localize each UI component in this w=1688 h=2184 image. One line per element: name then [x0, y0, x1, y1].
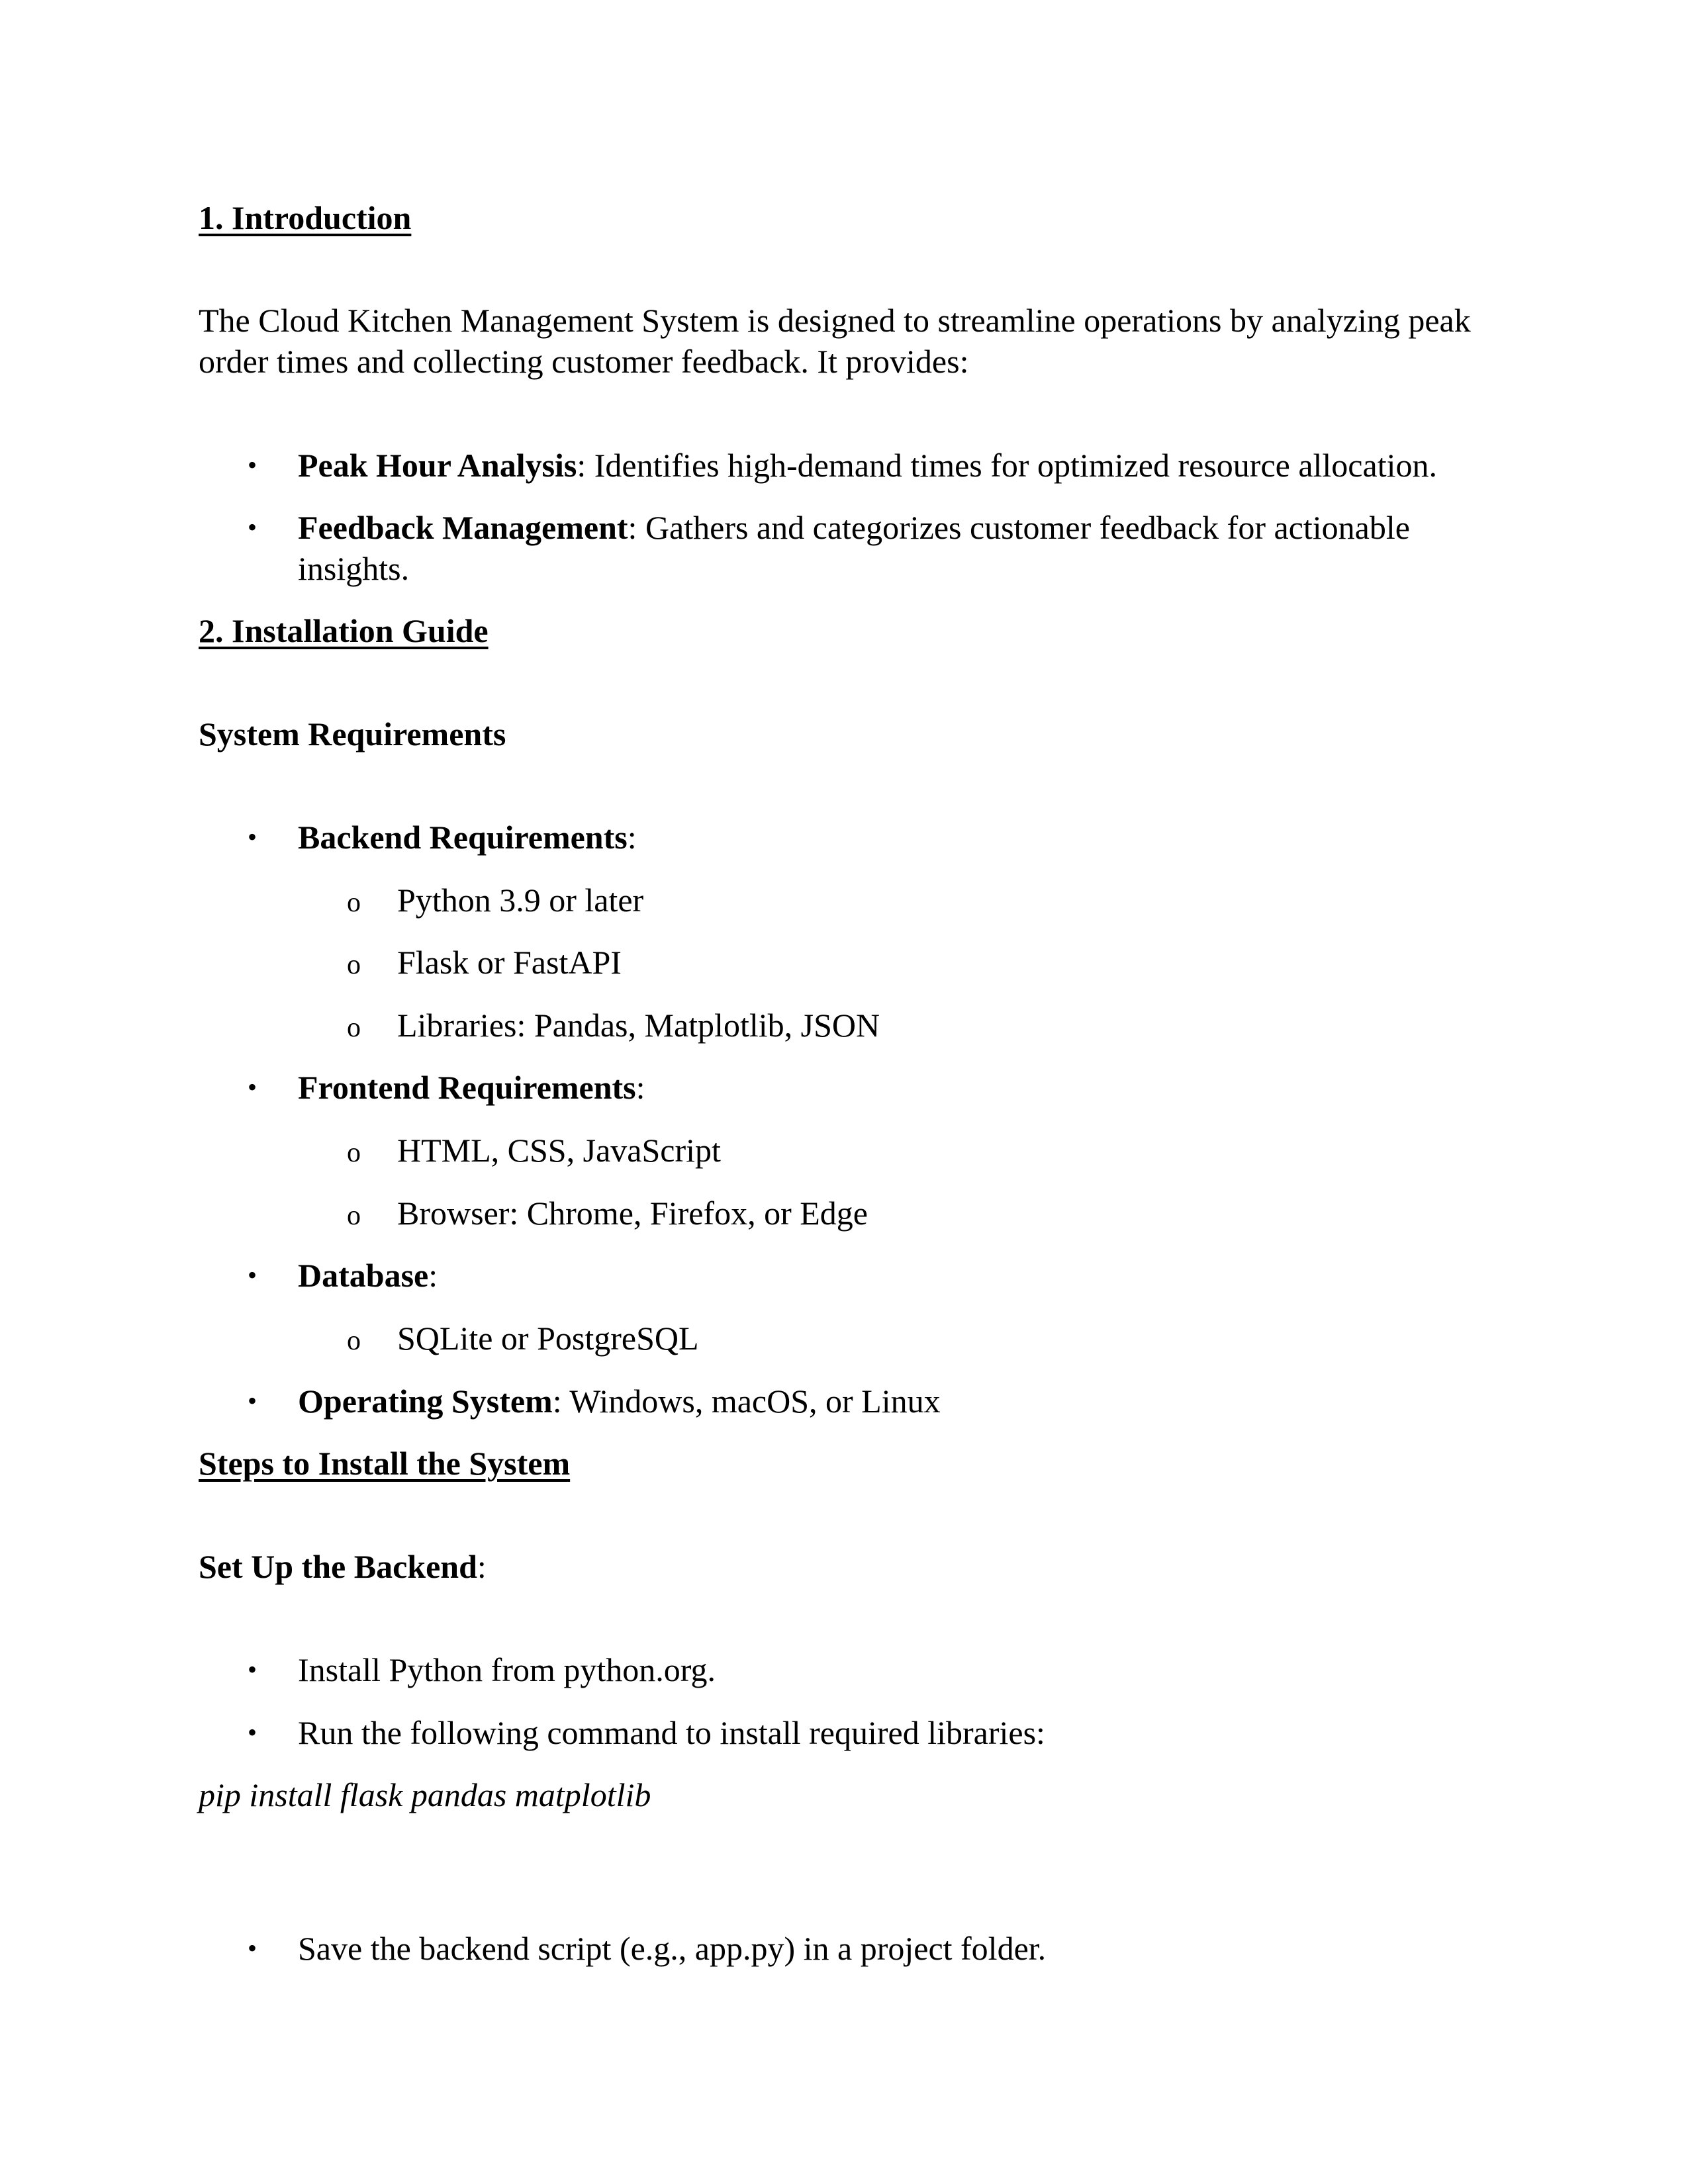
bullet-suffix: : — [428, 1257, 438, 1294]
bullet-label: Frontend Requirements — [298, 1069, 636, 1106]
bullet-label: Backend Requirements — [298, 819, 628, 856]
install-command: pip install flask pandas matplotlib — [199, 1776, 651, 1813]
sub-bullet-icon: o — [347, 887, 361, 918]
steps-heading: Steps to Install the System — [199, 1445, 571, 1482]
sub-item-text: SQLite or PostgreSQL — [397, 1320, 699, 1357]
bullet-text: : Windows, macOS, or Linux — [552, 1383, 941, 1420]
bullet-label: Operating System — [298, 1383, 553, 1420]
bullet-label: Feedback Management — [298, 509, 628, 546]
sub-item-text: Libraries: Pandas, Matplotlib, JSON — [397, 1007, 880, 1044]
bullet-suffix: : — [627, 819, 637, 856]
install-heading: 2. Installation Guide — [199, 612, 489, 649]
bullet-icon: • — [248, 1655, 258, 1684]
sub-bullet-icon: o — [347, 1201, 361, 1231]
sub-item-text: Python 3.9 or later — [397, 882, 644, 919]
sub-bullet-icon: o — [347, 1138, 361, 1168]
backend-setup-suffix: : — [477, 1548, 487, 1585]
sys-req-heading: System Requirements — [199, 715, 506, 752]
bullet-icon: • — [248, 512, 258, 542]
bullet-text: Run the following command to install required libraries: — [298, 1714, 1045, 1751]
sub-item-text: Browser: Chrome, Firefox, or Edge — [397, 1195, 868, 1232]
bullet-suffix: : — [635, 1069, 645, 1106]
bullet-text: : Identifies high-demand times for optimized resource allocation. — [577, 447, 1437, 484]
sub-item-text: HTML, CSS, JavaScript — [397, 1132, 721, 1169]
bullet-text: : Gathers and categorizes customer feedback for actionable insights. — [298, 509, 1410, 587]
bullet-icon: • — [248, 1933, 258, 1963]
sub-item-text: Flask or FastAPI — [397, 944, 622, 981]
intro-heading: 1. Introduction — [199, 199, 412, 236]
bullet-label: Peak Hour Analysis — [298, 447, 577, 484]
bullet-text: Install Python from python.org. — [298, 1651, 716, 1688]
bullet-icon: • — [248, 1717, 258, 1747]
bullet-icon: • — [248, 450, 258, 480]
sub-bullet-icon: o — [347, 950, 361, 980]
backend-setup-label: Set Up the Backend — [199, 1548, 477, 1585]
bullet-icon: • — [248, 1072, 258, 1102]
bullet-text: Save the backend script (e.g., app.py) in a project folder. — [298, 1930, 1047, 1967]
backend-setup-heading — [199, 1546, 487, 1587]
bullet-icon: • — [248, 822, 258, 852]
sub-bullet-icon: o — [347, 1013, 361, 1043]
sub-bullet-icon: o — [347, 1326, 361, 1356]
bullet-icon: • — [248, 1260, 258, 1290]
bullet-icon: • — [248, 1386, 258, 1416]
bullet-label: Database — [298, 1257, 429, 1294]
intro-paragraph: The Cloud Kitchen Management System is designed to streamline operations by analyzing peak order times and collecting customer feedback. It provides: — [199, 302, 1471, 380]
